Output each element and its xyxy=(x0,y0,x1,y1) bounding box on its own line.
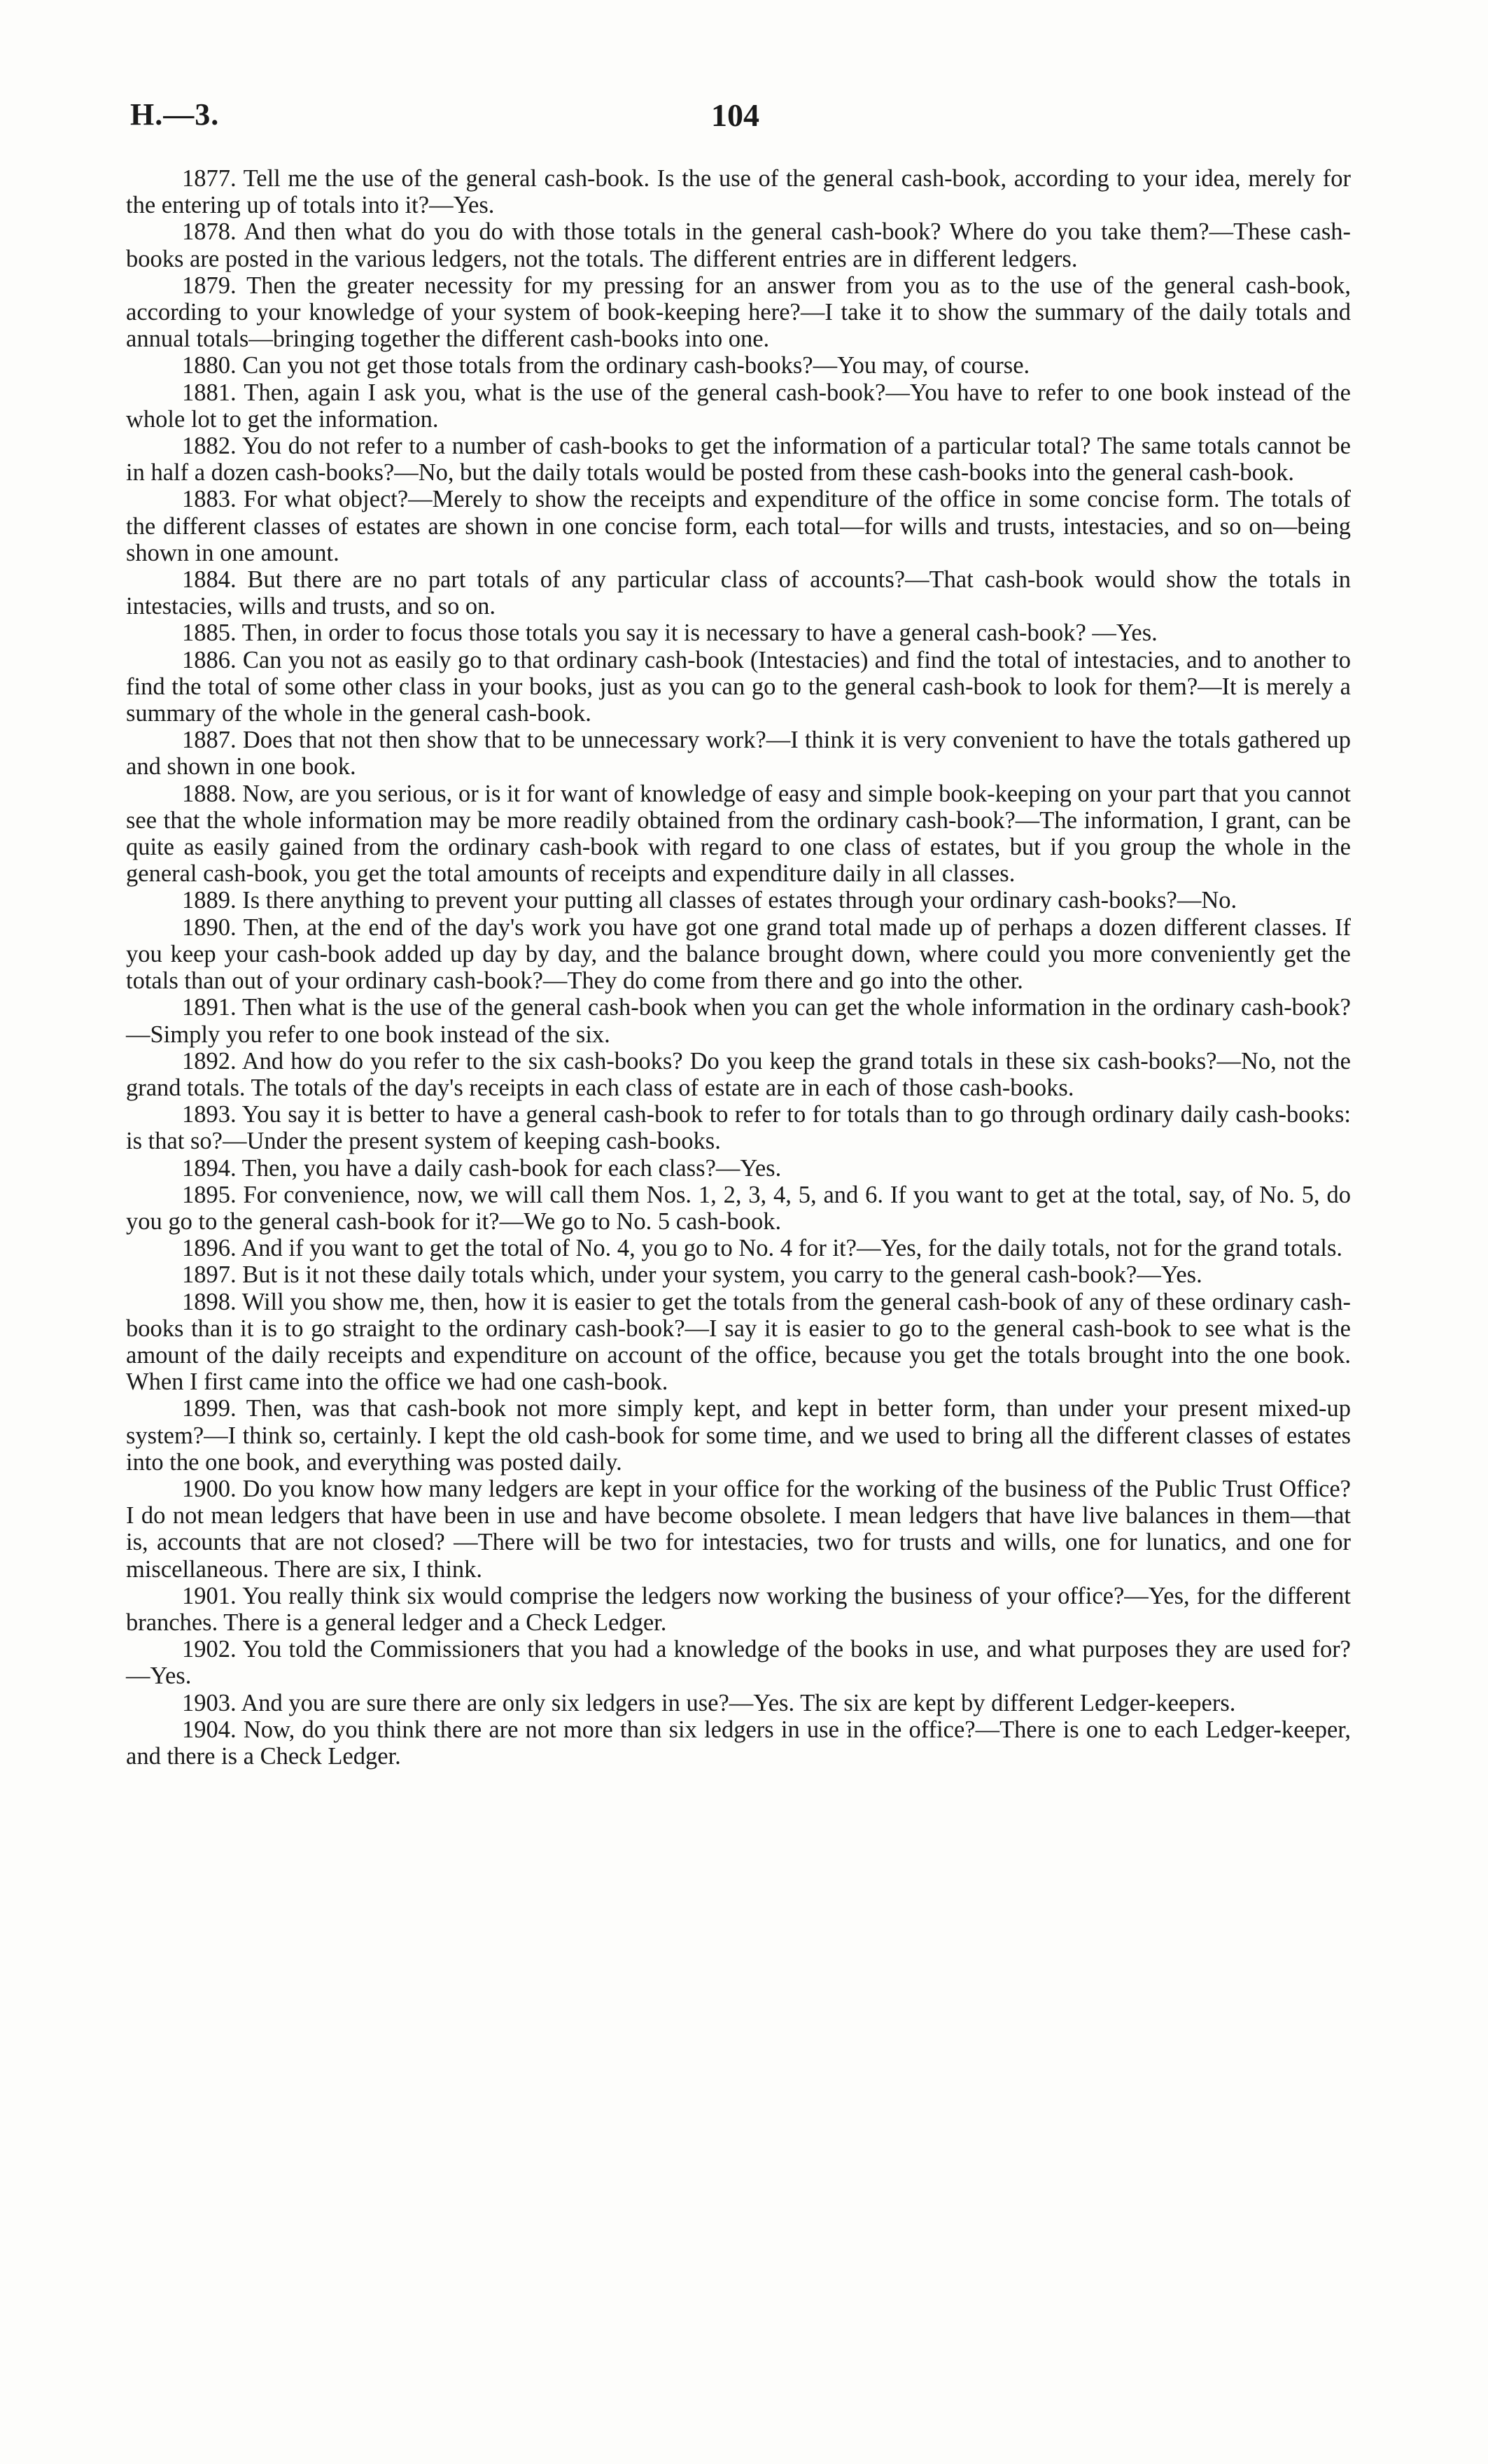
question-1898: 1898. Will you show me, then, how it is easier to get the totals from the general cash-book of any of these ordinary cash-books than it is to go straight to the ordinary cash-book?—I say it is easier to go to the general cash-book to see what is the amount of the daily receipts and expenditure on account of the office, because you get the totals brought into the one book. When I first came into the office we had one cash-book. xyxy=(126,1288,1351,1396)
evidence-text xyxy=(126,165,1351,1770)
question-1885: 1885. Then, in order to focus those totals you say it is necessary to have a general cash-book? —Yes. xyxy=(182,620,1158,647)
question-1889: 1889. Is there anything to prevent your putting all classes of estates through your ordinary cash-books?—No. xyxy=(182,887,1237,914)
question-1879: 1879. Then the greater necessity for my pressing for an answer from you as to the use of the general cash-book, according to your knowledge of your system of book-keeping here?—I take it to show the summary of the daily totals and annual totals—bringing together the different cash-books into one. xyxy=(126,272,1351,353)
question-1888: 1888. Now, are you serious, or is it for want of knowledge of easy and simple book-keeping on your part that you cannot see that the whole information may be more readily obtained from the ordinary cash-book?—The information, I grant, can be quite as easily gained from the ordinary cash-book with regard to one class of estates, but if you group the whole in the general cash-book, you get the total amounts of receipts and expenditure daily in all classes. xyxy=(126,780,1351,888)
question-1899: 1899. Then, was that cash-book not more simply kept, and kept in better form, than under your present mixed-up system?—I think so, certainly. I kept the old cash-book for some time, and we used to bring all the different classes of estates into the one book, and everything was posted daily. xyxy=(126,1395,1351,1476)
question-1886: 1886. Can you not as easily go to that ordinary cash-book (Intestacies) and find the total of intestacies, and to another to find the total of some other class in your books, just as you can go to the general cash-book to look for them?—It is merely a summary of the whole in the general cash-book. xyxy=(126,646,1351,727)
question-1891: 1891. Then what is the use of the general cash-book when you can get the whole information in the ordinary cash-book?—Simply you refer to one book instead of the six. xyxy=(126,994,1351,1048)
page-reference: H.—3. xyxy=(130,97,220,132)
question-1882: 1882. You do not refer to a number of cash-books to get the information of a particular total? The same totals cannot be in half a dozen cash-books?—No, but the daily totals would be posted from these cash-books into the general cash-book. xyxy=(126,433,1351,486)
question-1881: 1881. Then, again I ask you, what is the use of the general cash-book?—You have to refer to one book instead of the whole lot to get the information. xyxy=(126,379,1351,433)
question-1887: 1887. Does that not then show that to be unnecessary work?—I think it is very convenient to have the totals gathered up and shown in one book. xyxy=(126,727,1351,780)
question-1880: 1880. Can you not get those totals from the ordinary cash-books?—You may, of course. xyxy=(182,352,1030,379)
question-1883: 1883. For what object?—Merely to show the receipts and expenditure of the office in some concise form. The totals of the different classes of estates are shown in one concise form, each total—for wills and trusts, intestacies, and so on—being shown in one amount. xyxy=(126,486,1351,566)
question-1895: 1895. For convenience, now, we will call them Nos. 1, 2, 3, 4, 5, and 6. If you want to get at the total, say, of No. 5, do you go to the general cash-book for it?—We go to No. 5 cash-book. xyxy=(126,1181,1351,1235)
question-1897: 1897. But is it not these daily totals which, under your system, you carry to the general cash-book?—Yes. xyxy=(182,1261,1202,1289)
question-1884: 1884. But there are no part totals of any particular class of accounts?—That cash-book would show the totals in intestacies, wills and trusts, and so on. xyxy=(126,566,1351,620)
question-1904: 1904. Now, do you think there are not more than six ledgers in use in the office?—There is one to each Ledger-keeper, and there is a Check Ledger. xyxy=(126,1716,1351,1770)
question-1902: 1902. You told the Commissioners that you had a knowledge of the books in use, and what purposes they are used for?—Yes. xyxy=(126,1636,1351,1690)
question-1894: 1894. Then, you have a daily cash-book for each class?—Yes. xyxy=(182,1154,782,1182)
question-1896: 1896. And if you want to get the total of No. 4, you go to No. 4 for it?—Yes, for the daily totals, not for the grand totals. xyxy=(182,1235,1343,1262)
question-1901: 1901. You really think six would comprise the ledgers now working the business of your office?—Yes, for the different branches. There is a general ledger and a Check Ledger. xyxy=(126,1582,1351,1636)
question-1890: 1890. Then, at the end of the day's work you have got one grand total made up of perhaps a dozen different classes. If you keep your cash-book added up day by day, and the balance brought down, where could you more conveniently get the totals than out of your ordinary cash-book?—They do come from there and go into the other. xyxy=(126,913,1351,995)
question-1892: 1892. And how do you refer to the six cash-books? Do you keep the grand totals in these six cash-books?—No, not the grand totals. The totals of the day's receipts in each class of estate are in each of those cash-books. xyxy=(126,1047,1351,1101)
question-1893: 1893. You say it is better to have a general cash-book to refer to for totals than to go through ordinary daily cash-books: is that so?—Under the present system of keeping cash-books. xyxy=(126,1101,1351,1155)
question-1900: 1900. Do you know how many ledgers are kept in your office for the working of the business of the Public Trust Office? I do not mean ledgers that have been in use and have become obsolete. I mean ledgers that have live balances in them—that is, accounts that are not closed? —There will be two for intestacies, two for trusts and wills, one for lunatics, and one for miscellaneous. There are six, I think. xyxy=(126,1475,1351,1583)
page-number: 104 xyxy=(711,97,759,133)
question-1878: 1878. And then what do you do with those totals in the general cash-book? Where do you take them?—These cash-books are posted in the various ledgers, not the totals. The different entries are in different ledgers. xyxy=(126,218,1351,272)
question-1877: 1877. Tell me the use of the general cash-book. Is the use of the general cash-book, according to your idea, merely for the entering up of totals into it?—Yes. xyxy=(126,165,1351,219)
page-header xyxy=(130,97,1348,139)
question-1903: 1903. And you are sure there are only six ledgers in use?—Yes. The six are kept by different Ledger-keepers. xyxy=(182,1689,1236,1716)
